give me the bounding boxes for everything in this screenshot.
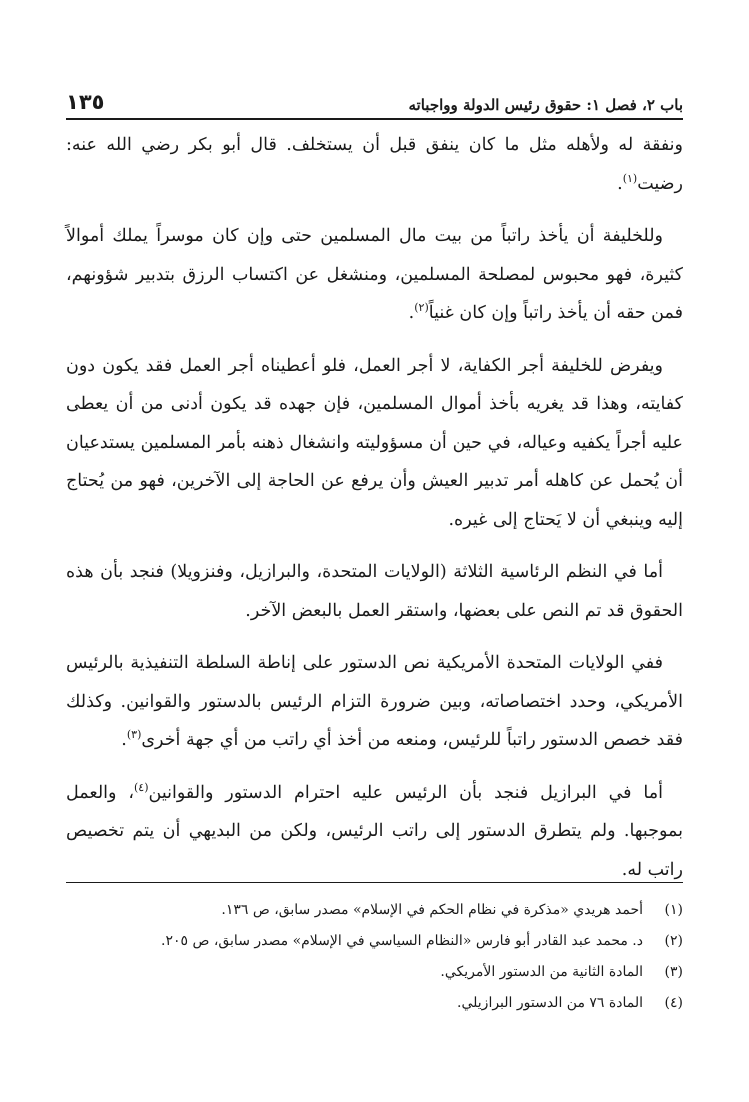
footnotes (66, 882, 683, 1019)
paragraph (66, 644, 683, 760)
footnote-ref[interactable]: (١) (622, 171, 638, 185)
footnote (66, 926, 683, 957)
paragraph (66, 217, 683, 333)
footnote-ref[interactable]: (٢) (414, 301, 429, 315)
footnote-text: المادة الثانية من الدستور الأمريكي. (440, 964, 643, 980)
paragraph (66, 774, 683, 890)
paragraph-tail: . (121, 730, 127, 750)
footnote-number: (٤) (664, 995, 683, 1011)
paragraph-text: أما في النظم الرئاسية الثلاثة (الولايات المتحدة، والبرازيل، وفنزويلا) فنجد بأن هذه الحقوق قد تم النص على بعضها، واستقر العمل بالبعض الآخر. (66, 562, 683, 621)
footnote (66, 957, 683, 988)
paragraph-text: ففي الولايات المتحدة الأمريكية نص الدستور على إناطة السلطة التنفيذية بالرئيس الأمريكي، وحدد اختصاصاته، وبين ضرورة التزام الرئيس بالدستور والقوانين. وكذلك فقد خصص الدستور راتباً للرئيس، ومنعه من أخذ أي راتب من أي جهة أخرى (66, 653, 683, 750)
footnote-number: (٣) (664, 964, 683, 980)
footnote-text: أحمد هريدي «مذكرة في نظام الحكم في الإسلام» مصدر سابق، ص ١٣٦. (221, 902, 643, 918)
paragraph-text: ونفقة له ولأهله مثل ما كان ينفق قبل أن يستخلف. قال أبو بكر رضي الله عنه: رضيت (66, 135, 683, 194)
paragraph (66, 126, 683, 203)
page-number: ١٣٥ (66, 90, 105, 114)
paragraph-text: ويفرض للخليفة أجر الكفاية، لا أجر العمل، فلو أعطيناه أجر العمل فقد يكون دون كفايته، وهذا قد يغريه بأخذ أموال المسلمين، فإن جهده قد يكون أدنى من أن يعطى عليه أجراً يكفيه وعياله، في حين أن مسؤوليته وانشغال ذهنه بأمر المسلمين يستدعيان أن يُحمل عن كاهله أمر تدبير العيش وأن يرفع عن الحاجة إلى الآخرين، فهو من يُحتاج إليه وينبغي أن لا يَحتاج إلى غيره. (66, 355, 683, 530)
running-head: باب ٢، فصل ١: حقوق رئيس الدولة وواجباته (408, 96, 683, 114)
paragraph-tail: . (617, 173, 623, 194)
body-text (66, 126, 683, 903)
footnote-text: المادة ٧٦ من الدستور البرازيلي. (457, 995, 643, 1011)
paragraph-text: أما في البرازيل فنجد بأن الرئيس عليه احترام الدستور والقوانين (148, 782, 664, 803)
footnote-number: (١) (664, 902, 683, 918)
footnote-ref[interactable]: (٤) (134, 780, 149, 794)
footnote-text: د. محمد عبد القادر أبو فارس «النظام السياسي في الإسلام» مصدر سابق، ص ٢٠٥. (161, 933, 643, 949)
paragraph-tail: . (408, 303, 415, 323)
footnote-number: (٢) (664, 933, 683, 949)
page-header (66, 84, 683, 120)
footnote (66, 895, 683, 926)
paragraph-text: وللخليفة أن يأخذ راتباً من بيت مال المسلمين حتى وإن كان موسراً يملك أموالاً كثيرة، فهو محبوس لمصلحة المسلمين، ومنشغل عن اكتساب الرزق بتدبير شؤونهم، فمن حقه أن يأخذ راتباً وإن كان غنياً (66, 226, 683, 323)
footnote-ref[interactable]: (٣) (126, 728, 142, 742)
paragraph (66, 553, 683, 630)
paragraph-tail: ، والعمل بموجبها. ولم يتطرق الدستور إلى راتب الرئيس، ولكن من البديهي أن يتم تخصيص راتب له. (66, 782, 683, 880)
paragraph (66, 347, 683, 540)
footnote (66, 988, 683, 1019)
